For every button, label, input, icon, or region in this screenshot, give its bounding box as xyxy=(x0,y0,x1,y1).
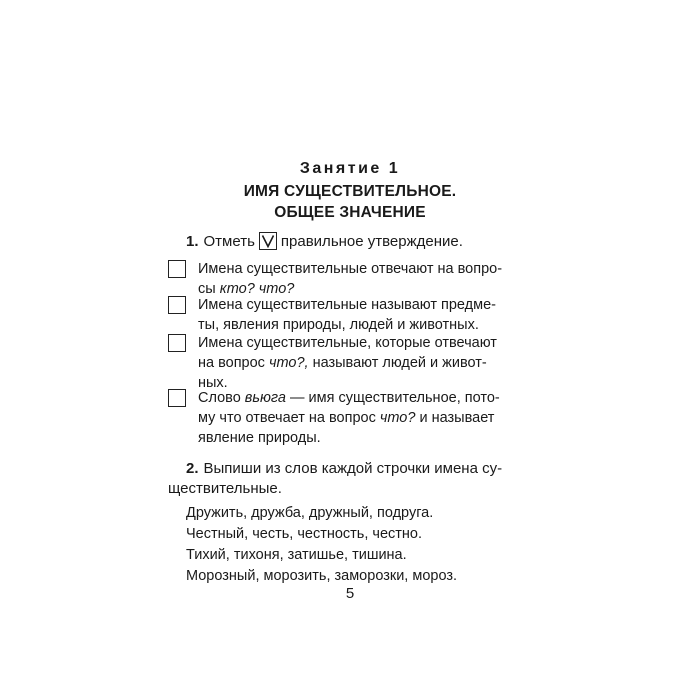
text-run: на вопрос xyxy=(198,355,269,371)
option-text-line xyxy=(168,259,538,279)
text-run: и называет xyxy=(415,410,495,426)
option-text-line xyxy=(168,408,538,428)
option-text-line xyxy=(168,333,538,353)
word-row: Тихий, тихоня, затишье, тишина. xyxy=(186,547,407,563)
option-2-text xyxy=(168,295,538,335)
text-run: называют людей и живот- xyxy=(308,355,487,371)
option-3-checkbox[interactable] xyxy=(168,334,186,352)
option-1-checkbox[interactable] xyxy=(168,260,186,278)
option-text-line xyxy=(168,295,538,315)
italic-question: вьюга xyxy=(244,390,286,406)
text-run: явление природы. xyxy=(198,430,321,446)
option-2-checkbox[interactable] xyxy=(168,296,186,314)
task-1-instruction xyxy=(186,232,463,250)
italic-question: кто? что? xyxy=(219,281,295,297)
option-text-line xyxy=(168,388,538,408)
text-run: Имена существительные называют предме- xyxy=(198,297,496,313)
option-3-text xyxy=(168,333,538,393)
option-2 xyxy=(168,295,538,335)
word-row: Дружить, дружба, дружный, подруга. xyxy=(186,505,434,521)
italic-question: что? xyxy=(379,410,416,426)
option-4-checkbox[interactable] xyxy=(168,389,186,407)
task-2-text-line-1: Выпиши из слов каждой строчки имена су- xyxy=(203,460,503,477)
checkmark-icon xyxy=(259,232,277,250)
text-run: ных. xyxy=(198,375,228,391)
option-4-text xyxy=(168,388,538,448)
task-1-text-before: Отметь xyxy=(203,232,255,250)
option-3 xyxy=(168,333,538,393)
text-run: Слово xyxy=(198,390,245,406)
option-4 xyxy=(168,388,538,448)
option-1 xyxy=(168,259,538,299)
text-run: Имена существительные, которые отвечают xyxy=(198,335,497,351)
text-run: Имена существительные отвечают на вопро- xyxy=(198,261,503,277)
text-run: му что отвечает на вопрос xyxy=(198,410,380,426)
page-number: 5 xyxy=(345,585,355,602)
word-row: Морозный, морозить, заморозки, мороз. xyxy=(186,568,458,584)
topic-title-line-2: ОБЩЕЕ ЗНАЧЕНИЕ xyxy=(274,204,426,221)
option-text-line xyxy=(168,315,538,335)
topic-title-line-1: ИМЯ СУЩЕСТВИТЕЛЬНОЕ. xyxy=(243,183,457,200)
option-text-line xyxy=(168,428,538,448)
task-2-instruction xyxy=(168,459,503,499)
italic-question: что?, xyxy=(268,355,309,371)
text-run: сы xyxy=(198,281,220,297)
word-rows xyxy=(186,503,457,587)
lesson-title: Занятие 1 xyxy=(299,160,401,177)
text-run: ты, явления природы, людей и животных. xyxy=(198,317,479,333)
option-1-text xyxy=(168,259,538,299)
task-1-text-after: правильное утверждение. xyxy=(280,232,463,250)
task-2-text-line-2: ществительные. xyxy=(168,480,282,497)
word-row: Честный, честь, честность, честно. xyxy=(186,526,423,542)
text-run: — имя существительное, пото- xyxy=(285,390,500,406)
option-text-line xyxy=(168,353,538,373)
task-1-number: 1. xyxy=(186,232,199,250)
task-2-number: 2. xyxy=(186,460,199,477)
